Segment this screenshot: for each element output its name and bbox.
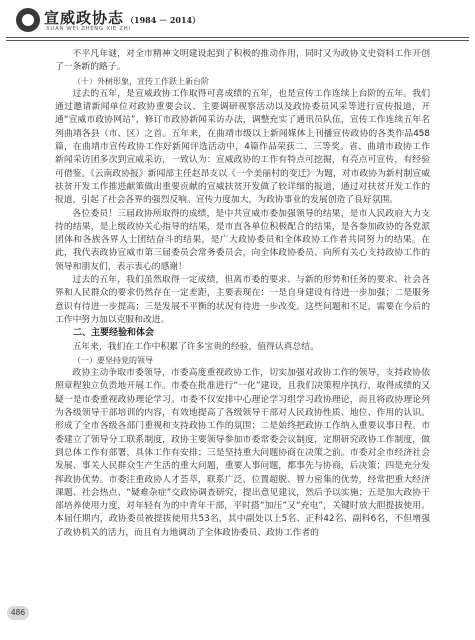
- paragraph: 政协主动争取市委领导，市委高度重视政协工作，切实加强对政协工作的领导，支持政协依照章程独立负责地开展工作。市委在批准进行“一化”建设，且我们决策程序执行，取得成绩的又疑一是市委重视政协理论学习。市委不仅安排中心理论学习组学习政协理论，而且将政协理论列为各级领导干部培训的内容，有效地提高了各级领导干部对人民政协性质、地位、作用的认识。形成了全市各级各部门重视和支持政协工作的氛围；二是始终把政协工作纳入重要议事日程。市委建立了领导分工联系制度，政协主要领导参加市委常委会议制度，定期研究政协工作制度，做到总体工作有部署，具体工作有安排；三是坚持重大问题协商在决策之前。市委对全市经济社会发展、事关人民群众生产生活的重大问题，重要人事问题，都事先与协商，后决策；四是充分发挥政协优势。市委注重政协人才荟萃，联系广泛、位置超脱、智力密集的优势，经常把重大经济课题、社会热点、“疑难杂症”交政协调查研究，提出意见建议，然后予以实施；五是加大政协干部培养使用力度，对年轻有为的中青年干部，平时搭“加压”又“充电”，关键时放大胆提拔使用。本届任期内，政协委员被提拔使用共53名，其中副处以上5名、正科42名、副科6名，不但增强了政协机关的活力，而且有力地调动了全体政协委员、政协工作者的: [55, 368, 430, 538]
- section-heading: 二、主要经验和体会: [73, 328, 155, 339]
- subsection-heading: （一）要坚持党的领导: [73, 355, 153, 365]
- book-years: （1984 － 2014）: [126, 15, 201, 25]
- header-rule: [6, 37, 469, 38]
- cppcc-emblem-icon: [16, 8, 40, 32]
- paragraph: 过去的五年，我们虽然取得一定成绩，但离市委的要求、与新的形势和任务的要求、社会各界和人民群众的要求仍然存在一定差距，主要表现在：一是自身建设有待进一步加强；二是服务意识有待进一步提高；三是发展不平衡的状况有待进一步改变。这些问题和不足，需要在今后的工作中努力加以克服和改进。: [55, 275, 430, 325]
- paragraph: 过去的五年，是宣威政协工作取得可喜成绩的五年，也是宣传工作连续上台阶的五年。我们通过邀请新闻单位对政协重要会议、主要调研视察活动以及政协委员风采等进行宣传报道，开通“宣威市政协网站”，修订市政协新闻采访办法，调整充实了通讯员队伍，宣传工作连续五年名列曲靖各县（市、区）之首。五年来，在曲靖市级以上新闻媒体上刊播宣传政协的各类作品458篇，在曲靖市宣传政协工作好新闻评选活动中，4篇作品荣获二、三等奖。省、曲靖市政协工作新闻采访团多次到宣威采访，一致认为：宣威政协的工作有特点可挖掘，有亮点可宣传，有经验可借鉴。《云南政协报》新闻部主任赵昂支以《一个美丽村的变迁》为题，对市政协为新村制宣威扶贫开发工作推进献策做出重要贡献的宣威扶贫开发做了较详细的报道，通过对扶贫开发工作的报道，引起了社会各界的强烈反响。宣传力度加大，为政协事业的发展创造了良好氛围。: [55, 88, 430, 206]
- book-title-pinyin: XUAN WEI ZHENG XIE ZHI: [46, 26, 131, 32]
- page-header: [0, 0, 475, 46]
- paragraph: 不平凡年谜，对全市精神文明建设起到了积极的推动作用，同时又为政协文史资料工作开创了一条新的路子。: [55, 49, 430, 73]
- page-number: 486: [7, 606, 29, 620]
- book-title: 宣威政协志 （1984 － 2014）: [44, 9, 201, 27]
- paragraph: 各位委员！三届政协所取得的成绩，是中共宣威市委加强领导的结果，是市人民政府大力支持的结果，是上级政协关心指导的结果，是市直各单位积极配合的结果，是各参加政协的各党派团体和各族各界人士团结奋斗的结果，是广大政协委员和全体政协工作者共同努力的结果。在此，我代表政协宣威市第三届委员会常务委员会，向全体政协委员、向所有关心支持政协工作的领导和朋友们，表示衷心的感谢！: [55, 208, 430, 272]
- page-body: [55, 48, 430, 540]
- paragraph: 五年来，我们在工作中积累了许多宝贵的经验，值得认真总结。: [72, 341, 319, 352]
- subsection-heading: （十）外树形象，宣传工作跃上新台阶: [73, 76, 209, 86]
- header-rule-thin: [6, 40, 469, 41]
